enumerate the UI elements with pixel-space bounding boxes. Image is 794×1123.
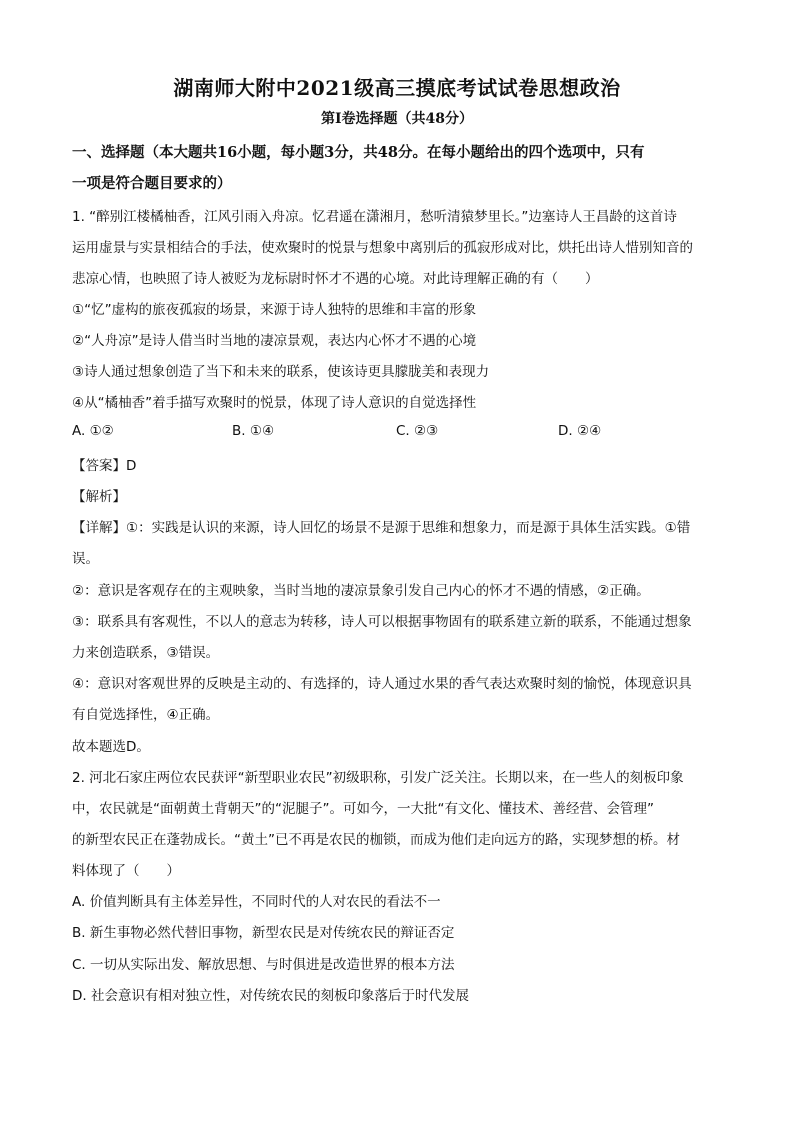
q1-detail-line-4: ③：联系具有客观性，不以人的意志为转移，诗人可以根据事物固有的联系建立新的联系，不能通过想象 bbox=[72, 614, 692, 630]
q1-detail-line-7: 有自觉选择性，④正确。 bbox=[72, 707, 220, 723]
page-title: 湖南师大附中2021级高三摸底考试试卷思想政治 bbox=[173, 76, 621, 100]
q1-detail-line-2: 误。 bbox=[72, 551, 99, 567]
q1-option-c: C. ②③ bbox=[396, 423, 439, 439]
q1-option-d: D. ②④ bbox=[558, 423, 602, 439]
q2-stem-line-1: 2. 河北石家庄两位农民获评“新型职业农民”初级职称，引发广泛关注。长期以来，在一些人的刻板印象 bbox=[72, 770, 684, 786]
q1-statement-1: ①“忆”虚构的旅夜孤寂的场景，来源于诗人独特的思维和丰富的形象 bbox=[72, 302, 477, 318]
q2-stem-line-4: 料体现了（ ） bbox=[72, 863, 180, 879]
q1-detail-line-3: ②：意识是客观存在的主观映象，当时当地的凄凉景象引发自己内心的怀才不遇的情感，②正确。 bbox=[72, 583, 650, 599]
q1-statement-2: ②“人舟凉”是诗人借当时当地的凄凉景观，表达内心怀才不遇的心境 bbox=[72, 333, 477, 349]
q2-stem-line-2: 中，农民就是“面朝黄土背朝天”的“泥腿子”。可如今，一大批“有文化、懂技术、善经营、会管理” bbox=[72, 801, 654, 817]
q1-detail-line-8: 故本题选D。 bbox=[72, 739, 150, 755]
q1-statement-3: ③诗人通过想象创造了当下和未来的联系，使该诗更具朦胧美和表现力 bbox=[72, 364, 490, 380]
q2-stem-line-3: 的新型农民正在蓬勃成长。“黄土”已不再是农民的枷锁，而成为他们走向远方的路，实现梦想的桥。材 bbox=[72, 832, 680, 848]
q1-option-a: A. ①② bbox=[72, 423, 114, 439]
q2-option-c: C. 一切从实际出发、解放思想、与时俱进是改造世界的根本方法 bbox=[72, 957, 455, 973]
instructions-line-1: 一、选择题（本大题共16小题，每小题3分，共48分。在每小题给出的四个选项中，只有 bbox=[72, 144, 645, 161]
q1-detail-line-6: ④：意识对客观世界的反映是主动的、有选择的，诗人通过水果的香气表达欢聚时刻的愉悦，体现意识具 bbox=[72, 676, 692, 692]
q1-statement-4: ④从“橘柚香”着手描写欢聚时的悦景，体现了诗人意识的自觉选择性 bbox=[72, 395, 477, 411]
section-heading: 第Ⅰ卷选择题（共48分） bbox=[320, 111, 474, 127]
q1-answer: 【答案】D bbox=[72, 458, 137, 474]
q1-option-b: B. ①④ bbox=[232, 423, 275, 439]
q2-option-b: B. 新生事物必然代替旧事物，新型农民是对传统农民的辩证否定 bbox=[72, 925, 455, 941]
instructions-line-2: 一项是符合题目要求的） bbox=[72, 175, 232, 192]
q1-stem-line-3: 悲凉心情，也映照了诗人被贬为龙标尉时怀才不遇的心境。对此诗理解正确的有（ ） bbox=[72, 271, 599, 287]
q1-stem-line-1: 1. “醉别江楼橘柚香，江风引雨入舟凉。忆君遥在潇湘月，愁听清猿梦里长。”边塞诗人王昌龄的这首诗 bbox=[72, 209, 677, 225]
q1-detail-line-1: 【详解】①：实践是认识的来源，诗人回忆的场景不是源于思维和想象力，而是源于具体生活实践。①错 bbox=[72, 520, 691, 536]
q2-option-a: A. 价值判断具有主体差异性，不同时代的人对农民的看法不一 bbox=[72, 894, 441, 910]
q2-option-d: D. 社会意识有相对独立性，对传统农民的刻板印象落后于时代发展 bbox=[72, 988, 469, 1004]
q1-stem-line-2: 运用虚景与实景相结合的手法，使欢聚时的悦景与想象中离别后的孤寂形成对比，烘托出诗人惜别知音的 bbox=[72, 240, 693, 256]
q1-analysis-label: 【解析】 bbox=[72, 489, 126, 505]
q1-detail-line-5: 力来创造联系，③错误。 bbox=[72, 645, 220, 661]
